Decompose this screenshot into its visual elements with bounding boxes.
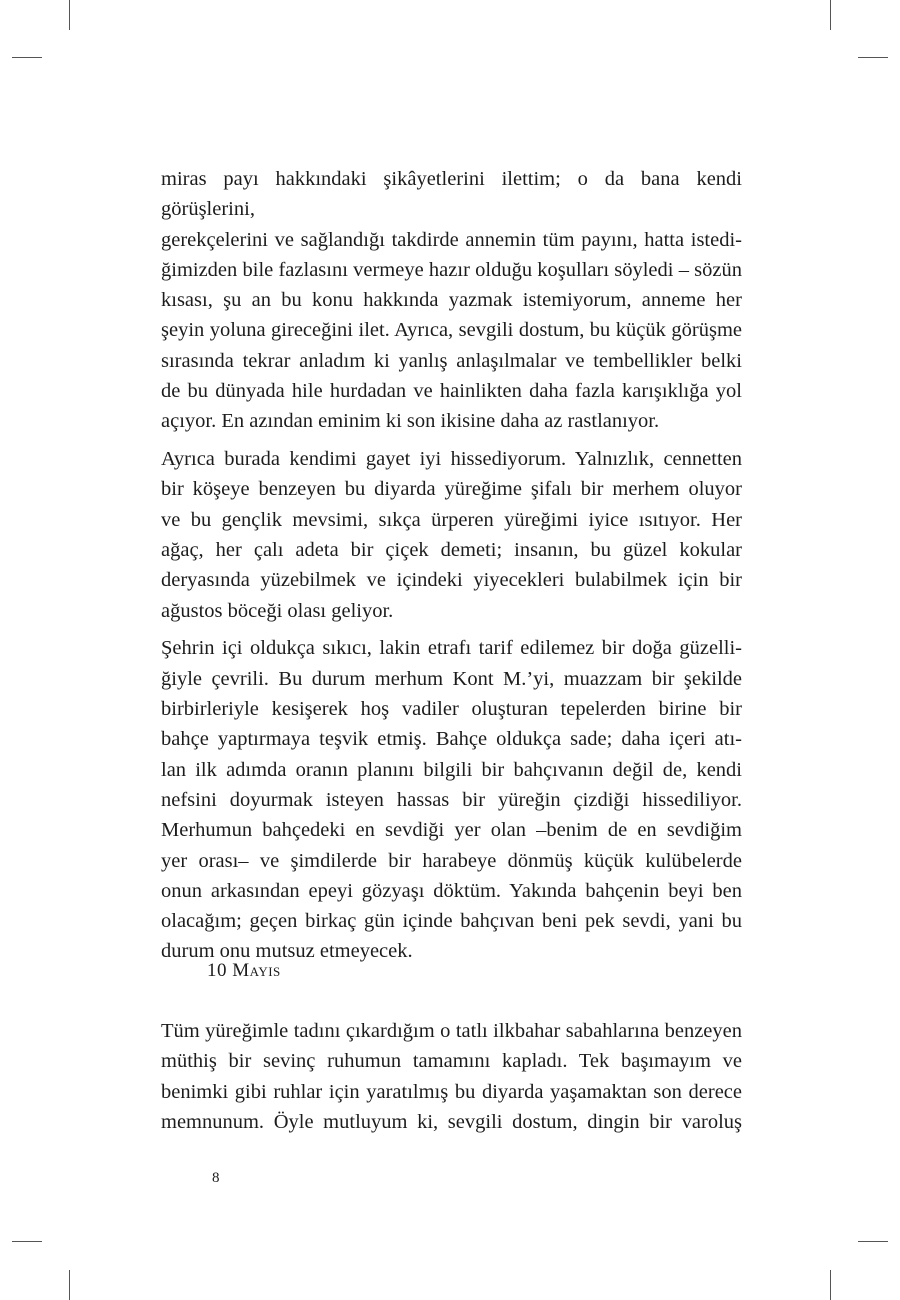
text-line: Merhumun bahçedeki en sevdiği yer olan –benim de en sevdiğim <box>161 819 742 842</box>
paragraph <box>161 164 742 437</box>
crop-mark <box>830 1270 831 1300</box>
crop-mark <box>858 1241 888 1242</box>
text-line: bir köşeye benzeyen bu diyarda yüreğime şifalı bir merhem oluyor <box>161 478 742 501</box>
text-line: Şehrin içi oldukça sıkıcı, lakin etrafı tarif edilemez bir doğa güzelli- <box>161 637 742 660</box>
text-line: Ayrıca burada kendimi gayet iyi hissediyorum. Yalnızlık, cennetten <box>161 448 742 471</box>
text-line: açıyor. En azından eminim ki son ikisine daha az rastlanıyor. <box>161 410 660 433</box>
page-number: 8 <box>212 1170 220 1186</box>
crop-mark <box>12 1241 42 1242</box>
section-heading: 10 Mayıs <box>207 960 281 981</box>
text-line: sırasında tekrar anladım ki yanlış anlaşılmalar ve tembellikler belki <box>161 349 742 372</box>
text-line: yer orası– ve şimdilerde bir harabeye dönmüş küçük kulübelerde <box>161 849 742 872</box>
text-line: durum onu mutsuz etmeyecek. <box>161 940 413 963</box>
body-text <box>161 164 742 967</box>
text-line: bahçe yaptırmaya teşvik etmiş. Bahçe oldukça sade; daha içeri atı- <box>161 728 742 751</box>
text-line: de bu dünyada hile hurdadan ve hainlikten daha fazla karışıklığa yol <box>161 380 742 403</box>
text-line: lan ilk adımda oranın planını bilgili bir bahçıvanın değil de, kendi <box>161 758 742 781</box>
text-line: kısası, şu an bu konu hakkında yazmak istemiyorum, anneme her <box>161 289 742 312</box>
text-line: müthiş bir sevinç ruhumun tamamını kapladı. Tek başımayım ve <box>161 1050 742 1073</box>
text-line: şeyin yoluna gireceğini ilet. Ayrıca, sevgili dostum, bu küçük görüşme <box>161 319 742 342</box>
text-line: Tüm yüreğimle tadını çıkardığım o tatlı ilkbahar sabahlarına benzeyen <box>161 1020 742 1042</box>
text-line: gerekçelerini ve sağlandığı takdirde annemin tüm payını, hatta istedi- <box>161 228 742 251</box>
crop-mark <box>69 1270 70 1300</box>
text-line: ğiyle çevrili. Bu durum merhum Kont M.’yi, muazzam bir şekilde <box>161 667 742 690</box>
text-line: miras payı hakkındaki şikâyetlerini ilettim; o da bana kendi görüşlerini, <box>161 168 742 221</box>
section-text <box>161 1016 742 1137</box>
crop-mark <box>12 57 42 58</box>
text-line: onun arkasından epeyi gözyaşı döktüm. Yakında bahçenin beyi ben <box>161 879 742 902</box>
paragraph <box>161 633 742 966</box>
paragraph <box>161 444 742 626</box>
text-line: ve bu gençlik mevsimi, sıkça ürperen yüreğimi iyice ısıtıyor. Her <box>161 508 742 531</box>
text-line: ağustos böceği olası geliyor. <box>161 599 394 622</box>
text-line: deryasında yüzebilmek ve içindeki yiyecekleri bulabilmek için bir <box>161 569 742 592</box>
text-line: benimki gibi ruhlar için yaratılmış bu diyarda yaşamaktan son derece <box>161 1080 742 1103</box>
crop-mark <box>69 0 70 30</box>
crop-mark <box>830 0 831 30</box>
text-line: memnunum. Öyle mutluyum ki, sevgili dostum, dingin bir varoluş <box>161 1110 742 1133</box>
text-line: nefsini doyurmak isteyen hassas bir yüreğin çizdiği hissediliyor. <box>161 788 742 811</box>
text-line: birbirleriyle kesişerek hoş vadiler oluşturan tepelerden birine bir <box>161 698 742 721</box>
text-line: ağaç, her çalı adeta bir çiçek demeti; insanın, bu güzel kokular <box>161 539 742 562</box>
text-line: olacağım; geçen birkaç gün içinde bahçıvan beni pek sevdi, yani bu <box>161 910 742 933</box>
crop-mark <box>858 57 888 58</box>
text-line: ğimizden bile fazlasını vermeye hazır olduğu koşulları söyledi – sözün <box>161 258 742 281</box>
